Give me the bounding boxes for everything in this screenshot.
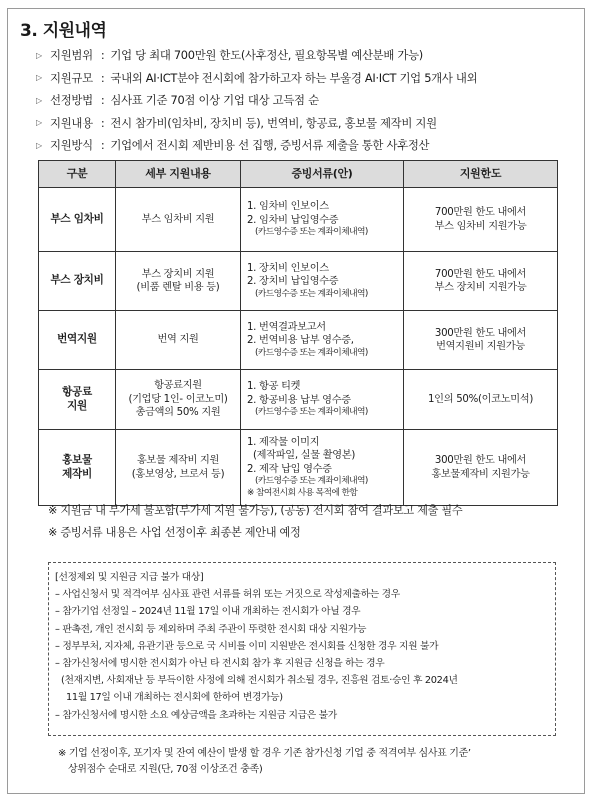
bullet-text: 심사표 기준 70점 이상 기업 대상 고득점 순	[110, 93, 319, 108]
category-text: 부스 장치비	[50, 274, 104, 287]
table-row	[39, 430, 558, 506]
footnote	[58, 746, 568, 778]
table-row	[39, 370, 558, 430]
category-text: 지원	[67, 399, 87, 412]
docs-text: (카드영수증 또는 계좌이체내역)	[255, 347, 368, 358]
restrictions-box	[48, 562, 556, 736]
docs-cell	[241, 370, 404, 430]
limit-text: 700만원 한도 내에서	[434, 268, 527, 280]
triangle-bullet-icon: ▷	[36, 73, 42, 83]
docs-text: 2. 항공비용 납부 영수증	[247, 394, 351, 406]
detail-cell	[116, 370, 241, 430]
limit-cell	[404, 370, 558, 430]
restriction-item: – 사업신청서 및 적격여부 심사표 관련 서류를 허위 또는 거짓으로 작성제출하는 경우	[55, 589, 400, 601]
limit-text: 1인의 50%(이코노미석)	[428, 393, 533, 405]
docs-text: 2. 번역비용 납부 영수증,	[247, 335, 354, 347]
table-header-row	[39, 161, 558, 188]
detail-cell	[116, 188, 241, 252]
restriction-item: – 참가신청서에 명시한 소요 예상금액을 초과하는 지원금 지급은 불가	[55, 709, 337, 721]
detail-cell	[116, 311, 241, 370]
category-text: 번역지원	[57, 333, 97, 346]
support-table	[38, 160, 558, 506]
detail-cell	[116, 252, 241, 311]
detail-cell	[116, 430, 241, 506]
category-cell	[39, 370, 116, 430]
category-text: 홍보물	[62, 453, 92, 466]
docs-text: (카드영수증 또는 계좌이체내역)	[255, 288, 368, 299]
detail-text: 부스 장치비 지원	[141, 268, 215, 280]
category-text: 제작비	[62, 467, 92, 480]
bullet-separator: :	[100, 48, 105, 63]
docs-text: ※ 참여전시회 사용 목적에 한함	[247, 487, 358, 498]
docs-cell	[241, 252, 404, 311]
section-title: 3. 지원내역	[20, 21, 107, 41]
bullet-text: 기업 당 최대 700만원 한도(사후정산, 필요항목별 예산분배 가능)	[110, 48, 423, 63]
triangle-bullet-icon: ▷	[36, 50, 42, 60]
bullet-label: 지원규모	[50, 70, 93, 85]
docs-text: (카드영수증 또는 계좌이체내역)	[255, 476, 368, 487]
bullet-label: 지원내용	[50, 115, 93, 130]
note-text: ※ 증빙서류 내용은 사업 선정이후 최종본 제안내 예정	[48, 526, 301, 539]
footnote-text: 상위점수 순대로 지원(단, 70점 이상조건 충족)	[68, 764, 263, 775]
category-text: 부스 임차비	[50, 212, 104, 225]
docs-text: 1. 번역결과보고서	[247, 321, 326, 333]
category-cell	[39, 252, 116, 311]
restriction-item: – 정부부처, 지자체, 유관기관 등으로 국 시비를 이미 지원받은 전시회를 신청한 경우 지원 불가	[55, 640, 439, 652]
docs-text: (카드영수증 또는 계좌이체내역)	[255, 407, 368, 418]
restrictions-heading: [선정제외 및 지원금 지급 불가 대상]	[55, 572, 204, 583]
detail-text: 총금액의 50% 지원	[135, 407, 221, 419]
restriction-item: – 참가신청서에 명시한 전시회가 아닌 타 전시회 참가 후 지원금 신청을 하는 경우	[55, 657, 385, 669]
notes	[48, 500, 568, 544]
limit-cell	[404, 188, 558, 252]
limit-text: 300만원 한도 내에서	[434, 455, 527, 467]
docs-cell	[241, 311, 404, 370]
triangle-bullet-icon: ▷	[36, 118, 42, 128]
bullet-item	[36, 44, 576, 67]
bullet-list	[36, 44, 576, 157]
bullet-text: 기업에서 전시회 제반비용 선 집행, 증빙서류 제출을 통한 사후정산	[110, 138, 430, 153]
bullet-label: 선정방법	[50, 93, 93, 108]
docs-text: 1. 임차비 인보이스	[247, 201, 329, 213]
category-cell	[39, 311, 116, 370]
docs-text: 1. 장치비 인보이스	[247, 262, 329, 274]
bullet-item	[36, 67, 576, 90]
limit-text: 700만원 한도 내에서	[434, 207, 527, 219]
docs-text: 2. 장치비 납입영수증	[247, 276, 339, 288]
bullet-item	[36, 134, 576, 157]
restriction-item: (천재지변, 사회재난 등 부득이한 사정에 의해 전시회가 취소될 경우, 진흥원 검토·승인 후 2024년	[61, 675, 458, 687]
limit-text: 부스 임차비 지원가능	[434, 220, 527, 232]
limit-text: 번역지원비 지원가능	[436, 341, 525, 352]
limit-text: 홍보물제작비 지원가능	[431, 468, 530, 480]
footnote-text: ※ 기업 선정이후, 포기자 및 잔여 예산이 발생 할 경우 기존 참가신청 기업 중 적격여부 심사표 기준’	[58, 748, 471, 759]
bullet-separator: :	[100, 70, 105, 85]
column-header: 세부 지원내용	[116, 161, 241, 188]
bullet-item	[36, 89, 576, 112]
triangle-bullet-icon: ▷	[36, 95, 42, 105]
docs-cell	[241, 430, 404, 506]
detail-text: 항공료지원	[154, 380, 202, 392]
column-header: 증빙서류(안)	[241, 161, 404, 188]
detail-text: 번역 지원	[157, 334, 199, 346]
restriction-item: – 판촉전, 개인 전시회 등 제외하며 주최 주관이 뚜렷한 전시회 대상 지원가능	[55, 623, 367, 635]
column-header: 지원한도	[404, 161, 558, 188]
limit-cell	[404, 430, 558, 506]
category-cell	[39, 188, 116, 252]
column-header: 구분	[39, 161, 116, 188]
detail-text: (기업당 1인- 이코노미)	[128, 393, 228, 405]
category-text: 항공료	[62, 385, 92, 398]
bullet-separator: :	[100, 138, 105, 153]
triangle-bullet-icon: ▷	[36, 140, 42, 150]
bullet-separator: :	[100, 115, 105, 130]
bullet-separator: :	[100, 93, 105, 108]
restriction-item: 11월 17일 이내 개최하는 전시회에 한하여 변경가능)	[66, 692, 283, 704]
docs-text: (카드영수증 또는 계좌이체내역)	[255, 227, 368, 238]
bullet-text: 국내외 AI·ICT분야 전시회에 참가하고자 하는 부울경 AI·ICT 기업 5개사 내외	[110, 70, 478, 85]
table-row	[39, 188, 558, 252]
table-row	[39, 311, 558, 370]
detail-text: (홍보영상, 브로셔 등)	[131, 468, 225, 480]
bullet-label: 지원방식	[50, 138, 93, 153]
bullet-item	[36, 112, 576, 135]
docs-text: 1. 제작물 이미지	[247, 436, 320, 448]
limit-cell	[404, 311, 558, 370]
limit-text: 300만원 한도 내에서	[434, 327, 527, 339]
table-row	[39, 252, 558, 311]
limit-cell	[404, 252, 558, 311]
bullet-text: 전시 참가비(임차비, 장치비 등), 번역비, 항공료, 홍보물 제작비 지원	[110, 115, 437, 130]
detail-text: (비품 렌탈 비용 등)	[136, 282, 220, 293]
docs-text: (제작파일, 실물 촬영본)	[253, 450, 356, 462]
docs-text: 2. 임차비 납입영수증	[247, 214, 339, 226]
restriction-item: – 참가기업 선정일 – 2024년 11월 17일 이내 개최하는 전시회가 아닐 경우	[55, 606, 361, 618]
docs-text: 2. 제작 납입 영수증	[247, 463, 332, 475]
detail-text: 부스 임차비 지원	[141, 213, 215, 225]
docs-cell	[241, 188, 404, 252]
category-cell	[39, 430, 116, 506]
note-text: ※ 지원금 내 부가세 불포함(부가세 지원 불가능), (공동) 전시회 참여 결과보고 제출 필수	[48, 504, 463, 517]
detail-text: 홍보물 제작비 지원	[136, 455, 220, 467]
docs-text: 1. 항공 티켓	[247, 381, 301, 393]
limit-text: 부스 장치비 지원가능	[434, 282, 527, 293]
bullet-label: 지원범위	[50, 48, 93, 63]
